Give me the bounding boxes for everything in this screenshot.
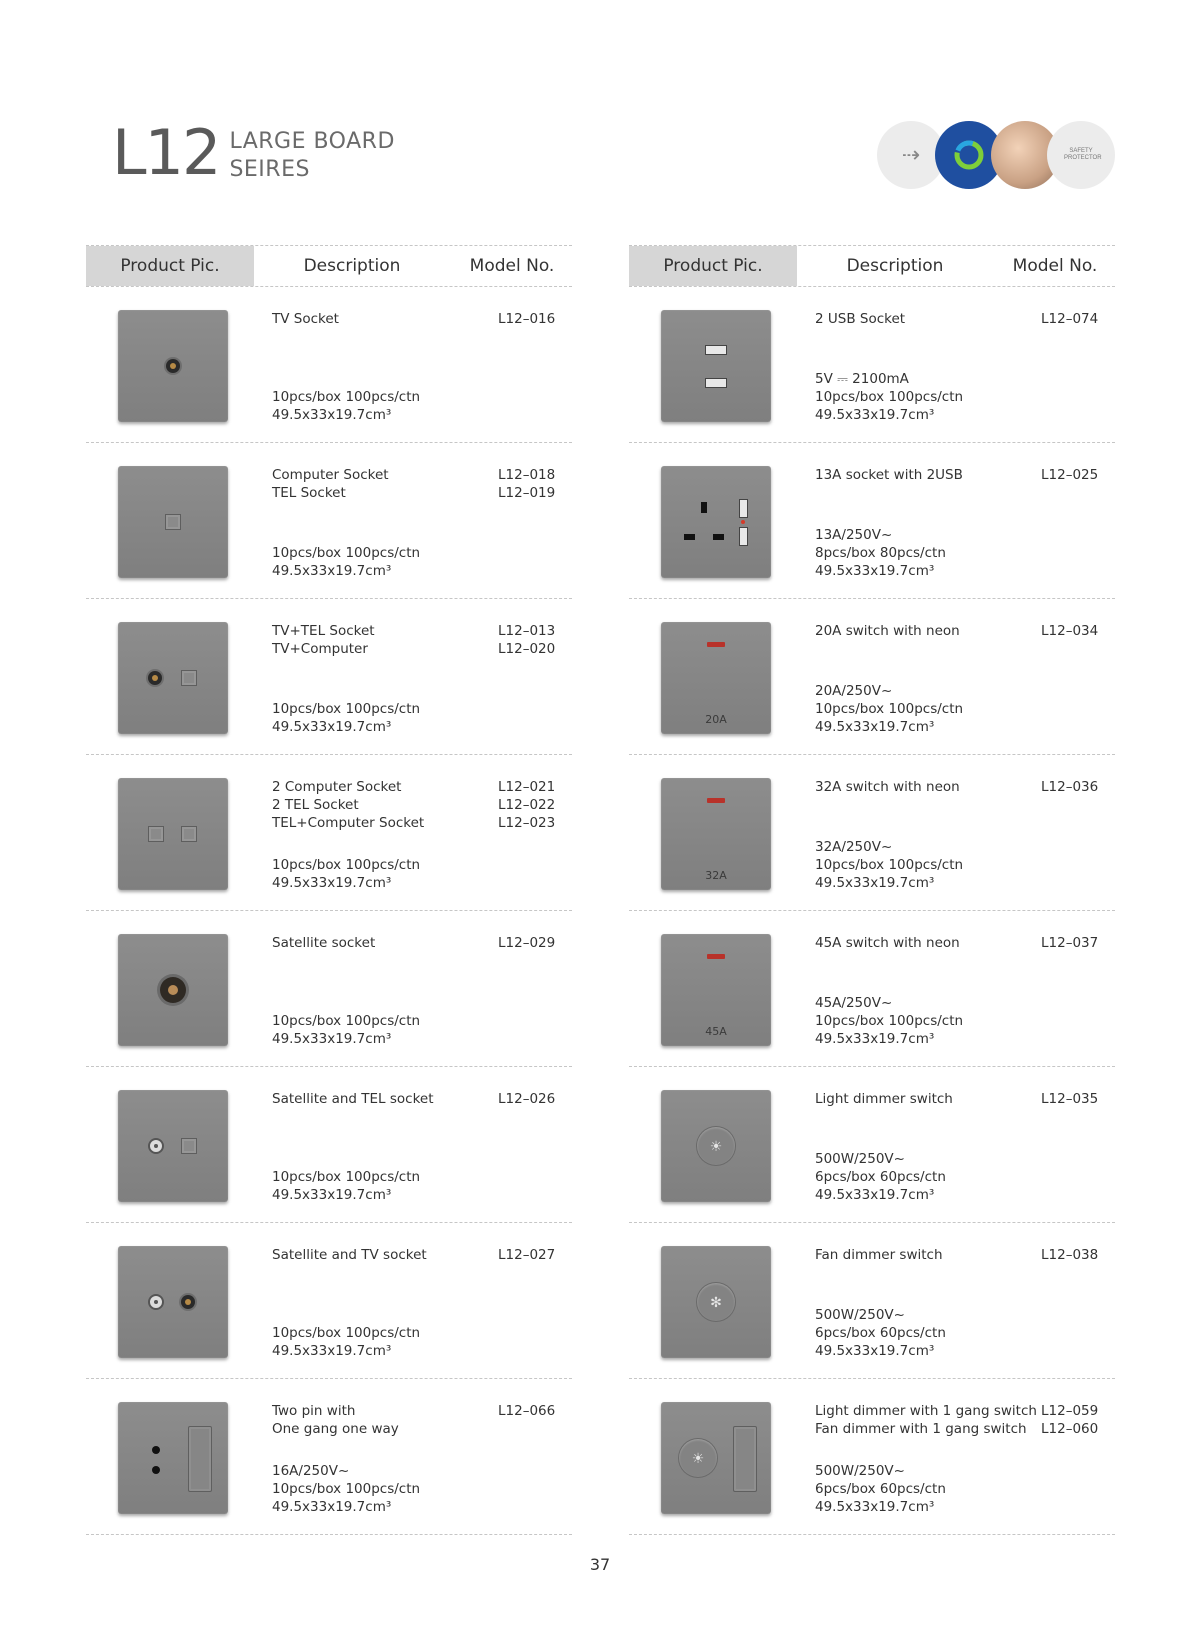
spec-line: 32A/250V~	[815, 839, 893, 855]
tv-coax-port	[148, 671, 162, 685]
spec-line: 13A/250V~	[815, 527, 893, 543]
model-numbers	[1041, 934, 1113, 952]
socket-pin	[701, 502, 707, 513]
usb-port	[705, 378, 727, 388]
spec-line: 10pcs/box 100pcs/ctn	[272, 857, 421, 873]
header-model-no: Model No.	[469, 256, 555, 276]
model-number: L12–036	[1041, 779, 1099, 795]
spec-line: 49.5x33x19.7cm³	[815, 407, 935, 423]
product-specs	[272, 856, 512, 892]
model-numbers	[498, 466, 570, 502]
socket-pin	[713, 534, 724, 540]
f-connector-port	[148, 1138, 164, 1154]
model-number: L12–021	[498, 779, 556, 795]
spec-line: 49.5x33x19.7cm³	[815, 1031, 935, 1047]
safety-protector-text: SAFETY PROTECTOR	[1064, 148, 1102, 161]
feature-badges	[877, 121, 1117, 189]
description-line: One gang one way	[272, 1421, 399, 1437]
rj-jack-port	[165, 514, 181, 530]
product-plate-image	[118, 1246, 228, 1358]
product-description	[815, 466, 1035, 484]
description-line: TEL Socket	[272, 485, 346, 501]
product-row	[629, 755, 1115, 911]
header-product-pic: Product Pic.	[629, 246, 797, 286]
model-number: L12–074	[1041, 311, 1099, 327]
model-number: L12–034	[1041, 623, 1099, 639]
spec-line: 49.5x33x19.7cm³	[272, 875, 392, 891]
socket-pin	[152, 1466, 160, 1474]
usb-port	[705, 345, 727, 355]
model-number: L12–026	[498, 1091, 556, 1107]
spec-line: 6pcs/box 60pcs/ctn	[815, 1169, 946, 1185]
header-product-pic: Product Pic.	[86, 246, 254, 286]
product-description	[815, 1402, 1035, 1438]
model-number: L12–013	[498, 623, 556, 639]
socket-pin	[684, 534, 695, 540]
description-line: TV+Computer	[272, 641, 368, 657]
spec-line: 500W/250V~	[815, 1151, 905, 1167]
product-row	[629, 1067, 1115, 1223]
spec-line: 10pcs/box 100pcs/ctn	[815, 701, 964, 717]
spec-line: 10pcs/box 100pcs/ctn	[272, 701, 421, 717]
dotted-arrow-icon: ⇢	[901, 142, 921, 167]
table-header-left	[86, 245, 572, 287]
description-line: 13A socket with 2USB	[815, 467, 963, 483]
product-description	[815, 310, 1035, 328]
spec-line: 49.5x33x19.7cm³	[272, 1499, 392, 1515]
model-numbers	[1041, 1090, 1113, 1108]
product-description	[272, 622, 492, 658]
product-description	[272, 1090, 492, 1108]
product-plate-image	[118, 934, 228, 1046]
spec-line: 10pcs/box 100pcs/ctn	[272, 545, 421, 561]
model-number: L12–020	[498, 641, 556, 657]
plate-rating-label: 32A	[705, 869, 727, 882]
model-number: L12–023	[498, 815, 556, 831]
description-line: 20A switch with neon	[815, 623, 960, 639]
rocker-switch	[733, 1426, 757, 1492]
product-specs	[272, 1324, 512, 1360]
spec-line: 10pcs/box 100pcs/ctn	[815, 857, 964, 873]
model-number: L12–018	[498, 467, 556, 483]
model-numbers	[1041, 622, 1113, 640]
header-description: Description	[303, 256, 401, 276]
spec-line: 49.5x33x19.7cm³	[815, 1499, 935, 1515]
spec-line: 10pcs/box 100pcs/ctn	[815, 1013, 964, 1029]
spec-line: 10pcs/box 100pcs/ctn	[272, 389, 421, 405]
product-row	[86, 1223, 572, 1379]
product-plate-image	[118, 1090, 228, 1202]
dimmer-knob	[679, 1439, 717, 1477]
description-line: Satellite socket	[272, 935, 376, 951]
product-table-left	[86, 245, 572, 1535]
spec-line: 10pcs/box 100pcs/ctn	[272, 1013, 421, 1029]
product-table-right	[629, 245, 1115, 1535]
model-number: L12–037	[1041, 935, 1099, 951]
model-number: L12–066	[498, 1403, 556, 1419]
description-line: TV Socket	[272, 311, 339, 327]
rj-jack-port	[181, 670, 197, 686]
product-specs	[815, 1306, 1055, 1360]
spec-line: 49.5x33x19.7cm³	[272, 563, 392, 579]
product-description	[815, 622, 1035, 640]
spec-line: 10pcs/box 100pcs/ctn	[272, 1169, 421, 1185]
spec-line: 49.5x33x19.7cm³	[272, 1187, 392, 1203]
product-plate-image	[661, 778, 771, 890]
product-row	[629, 1223, 1115, 1379]
header-model-no: Model No.	[1012, 256, 1098, 276]
f-connector-port	[148, 1294, 164, 1310]
product-plate-image	[118, 466, 228, 578]
product-row	[86, 1067, 572, 1223]
model-number: L12–035	[1041, 1091, 1099, 1107]
model-numbers	[1041, 1402, 1113, 1438]
model-number: L12–025	[1041, 467, 1099, 483]
spec-line: 49.5x33x19.7cm³	[815, 563, 935, 579]
product-plate-image	[118, 622, 228, 734]
product-description	[272, 1402, 492, 1438]
spec-line: 49.5x33x19.7cm³	[815, 875, 935, 891]
neon-indicator	[707, 954, 725, 959]
description-line: TEL+Computer Socket	[272, 815, 425, 831]
product-row	[86, 599, 572, 755]
description-line: 2 TEL Socket	[272, 797, 359, 813]
rj-jack-port	[148, 826, 164, 842]
product-plate-image	[118, 1402, 228, 1514]
description-line: Satellite and TV socket	[272, 1247, 427, 1263]
product-specs	[815, 526, 1055, 580]
spec-line: 10pcs/box 100pcs/ctn	[272, 1325, 421, 1341]
product-specs	[815, 838, 1055, 892]
description-line: Two pin with	[272, 1403, 356, 1419]
ring-logo-icon	[949, 135, 989, 175]
product-plate-image	[661, 934, 771, 1046]
product-specs	[815, 1150, 1055, 1204]
spec-line: 49.5x33x19.7cm³	[815, 719, 935, 735]
model-numbers	[498, 310, 570, 328]
description-line: 32A switch with neon	[815, 779, 960, 795]
usb-port	[739, 527, 748, 546]
product-row	[629, 287, 1115, 443]
product-row	[86, 1379, 572, 1535]
product-specs	[815, 994, 1055, 1048]
spec-line: 49.5x33x19.7cm³	[272, 719, 392, 735]
series-name-line2: SEIRES	[229, 157, 310, 182]
model-numbers	[498, 1246, 570, 1264]
description-line: Light dimmer with 1 gang switch	[815, 1403, 1037, 1419]
product-specs	[815, 370, 1055, 424]
neon-indicator	[707, 798, 725, 803]
model-number: L12–038	[1041, 1247, 1099, 1263]
rj-jack-port	[181, 1138, 197, 1154]
product-specs	[815, 1462, 1055, 1516]
product-description	[815, 934, 1035, 952]
product-plate-image	[661, 622, 771, 734]
product-description	[272, 934, 492, 952]
spec-line: 6pcs/box 60pcs/ctn	[815, 1325, 946, 1341]
series-name-line1: LARGE BOARD	[229, 129, 395, 154]
product-row	[86, 287, 572, 443]
product-description	[815, 1246, 1035, 1264]
product-rows-right	[629, 287, 1115, 1535]
product-specs	[272, 1168, 512, 1204]
model-number: L12–029	[498, 935, 556, 951]
plate-rating-label: 20A	[705, 713, 727, 726]
light-bulb-icon: ☀	[691, 1449, 705, 1466]
plate-rating-label: 45A	[705, 1025, 727, 1038]
product-rows-left	[86, 287, 572, 1535]
spec-line: 6pcs/box 60pcs/ctn	[815, 1481, 946, 1497]
rj-jack-port	[181, 826, 197, 842]
product-specs	[272, 1012, 512, 1048]
product-description	[272, 1246, 492, 1264]
product-description	[815, 778, 1035, 796]
tv-coax-port	[166, 359, 180, 373]
model-numbers	[498, 622, 570, 658]
spec-line: 20A/250V~	[815, 683, 893, 699]
socket-pin	[152, 1446, 160, 1454]
product-row	[629, 1379, 1115, 1535]
product-row	[86, 443, 572, 599]
spec-line: 500W/250V~	[815, 1463, 905, 1479]
spec-line: 5V ⎓ 2100mA	[815, 371, 909, 387]
spec-line: 16A/250V~	[272, 1463, 350, 1479]
description-line: 2 USB Socket	[815, 311, 906, 327]
product-plate-image	[661, 310, 771, 422]
model-numbers	[1041, 466, 1113, 484]
spec-line: 45A/250V~	[815, 995, 893, 1011]
safety-protector-badge	[1047, 121, 1115, 189]
description-line: TV+TEL Socket	[272, 623, 375, 639]
model-number: L12–027	[498, 1247, 556, 1263]
description-line: Computer Socket	[272, 467, 389, 483]
model-numbers	[1041, 1246, 1113, 1264]
model-number: L12–060	[1041, 1421, 1099, 1437]
description-line: 2 Computer Socket	[272, 779, 402, 795]
product-description	[815, 1090, 1035, 1108]
product-specs	[272, 544, 512, 580]
light-dimmer-knob	[697, 1127, 735, 1165]
model-number: L12–059	[1041, 1403, 1099, 1419]
product-plate-image	[661, 1090, 771, 1202]
page-number: 37	[589, 1555, 611, 1574]
product-row	[86, 755, 572, 911]
product-row	[629, 443, 1115, 599]
product-plate-image	[661, 1402, 771, 1514]
description-line: 45A switch with neon	[815, 935, 960, 951]
spec-line: 49.5x33x19.7cm³	[272, 407, 392, 423]
model-numbers	[498, 1402, 570, 1420]
spec-line: 49.5x33x19.7cm³	[272, 1343, 392, 1359]
spec-line: 49.5x33x19.7cm³	[272, 1031, 392, 1047]
rocker-switch	[188, 1426, 212, 1492]
product-row	[629, 599, 1115, 755]
model-numbers	[498, 778, 570, 832]
series-title	[112, 116, 395, 189]
product-plate-image	[118, 778, 228, 890]
usb-port	[739, 499, 748, 518]
product-description	[272, 778, 492, 832]
table-header-right	[629, 245, 1115, 287]
model-number: L12–019	[498, 485, 556, 501]
description-line: Fan dimmer with 1 gang switch	[815, 1421, 1027, 1437]
model-number: L12–016	[498, 311, 556, 327]
spec-line: 49.5x33x19.7cm³	[815, 1343, 935, 1359]
header-description: Description	[846, 256, 944, 276]
spec-line: 10pcs/box 100pcs/ctn	[815, 389, 964, 405]
tv-coax-port	[181, 1295, 195, 1309]
model-numbers	[1041, 778, 1113, 796]
product-specs	[272, 388, 512, 424]
model-numbers	[498, 1090, 570, 1108]
product-plate-image	[118, 310, 228, 422]
product-description	[272, 310, 492, 328]
fan-icon: ✻	[710, 1293, 722, 1310]
product-specs	[815, 682, 1055, 736]
product-specs	[272, 700, 512, 736]
description-line: Light dimmer switch	[815, 1091, 953, 1107]
description-line: Fan dimmer switch	[815, 1247, 943, 1263]
product-plate-image	[661, 466, 771, 578]
indicator-dot	[741, 520, 745, 524]
light-bulb-icon: ☀	[709, 1137, 723, 1154]
spec-line: 10pcs/box 100pcs/ctn	[272, 1481, 421, 1497]
model-numbers	[1041, 310, 1113, 328]
spec-line: 49.5x33x19.7cm³	[815, 1187, 935, 1203]
spec-line: 500W/250V~	[815, 1307, 905, 1323]
neon-indicator	[707, 642, 725, 647]
product-description	[272, 466, 492, 502]
product-specs	[272, 1462, 512, 1516]
product-row	[629, 911, 1115, 1067]
model-numbers	[498, 934, 570, 952]
satellite-port	[160, 977, 186, 1003]
product-row	[86, 911, 572, 1067]
series-code: L12	[112, 116, 220, 189]
fan-dimmer-knob	[697, 1283, 735, 1321]
spec-line: 8pcs/box 80pcs/ctn	[815, 545, 946, 561]
description-line: Satellite and TEL socket	[272, 1091, 434, 1107]
series-name	[229, 128, 394, 184]
model-number: L12–022	[498, 797, 556, 813]
product-plate-image	[661, 1246, 771, 1358]
